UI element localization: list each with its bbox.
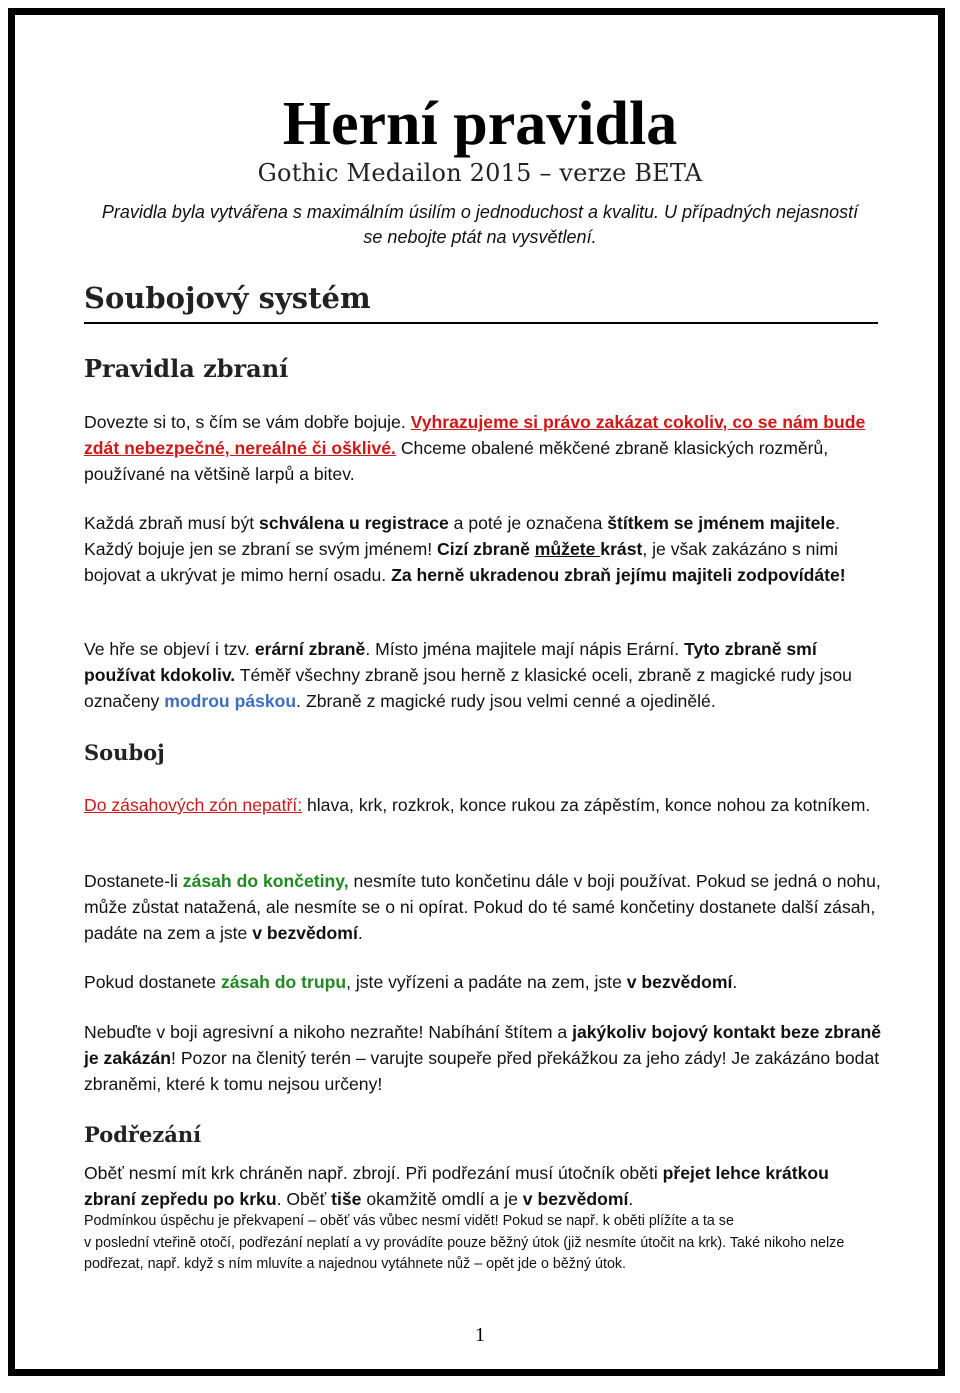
intro-text: Pravidla byla vytvářena s maximálním úsilím o jednoduchost a kvalitu. U případných nejasností se nebojte ptát na vysvětlení. [101, 202, 859, 247]
highlight-limb-hit: zásah do končetiny, [182, 871, 349, 891]
paragraph-cutthroat-1: Oběť nesmí mít krk chráněn např. zbrojí. Při podřezání musí útočník oběti přejet lehce krátkou zbraní zepředu po krku. Oběť tiše okamžitě omdlí a je v bezvědomí. [84, 1163, 829, 1209]
heading-cutthroat: Podřezání [84, 1122, 202, 1147]
cutthroat-note-line-1: Podmínkou úspěchu je překvapení – oběť vás vůbec nesmí vidět! Pokud se např. k oběti plížíte a ta se [84, 1213, 734, 1229]
paragraph-combat-1: Do zásahových zón nepatří: hlava, krk, rozkrok, konce rukou za zápěstím, konce nohou za kotníkem. [84, 795, 871, 815]
highlight-excluded-zones: Do zásahových zón nepatří: [84, 795, 303, 815]
highlight-blue-tape: modrou páskou [164, 691, 297, 711]
paragraph-combat-3: Pokud dostanete zásah do trupu, jste vyřízeni a padáte na zem, jste v bezvědomí. [84, 972, 738, 992]
paragraph-weapons-1: Dovezte si to, s čím se vám dobře bojuje. Vyhrazujeme si právo zakázat cokoliv, co se nám bude zdát nebezpečné, nereálné či ošklivé. Chceme obalené měkčené zbraně klasických rozměrů, používané na většině larpů a bitev. [84, 412, 866, 484]
document-subtitle: Gothic Medailon 2015 – verze BETA [257, 159, 703, 187]
heading-combat: Souboj [84, 740, 165, 765]
paragraph-weapons-3: Ve hře se objeví i tzv. erární zbraně. Místo jména majitele mají nápis Erární. Tyto zbraně smí používat kdokoliv. Téměř všechny zbraně jsou herně z klasické oceli, zbraně z magické rudy jsou označeny modrou páskou. Zbraně z magické rudy jsou velmi cenné a ojedinělé. [84, 639, 852, 711]
highlight-ban-right: Vyhrazujeme si právo zakázat cokoliv, co se nám bude zdát nebezpečné, nereálné či ošklivé. [84, 412, 866, 458]
paragraph-combat-4: Nebuďte v boji agresivní a nikoho nezraňte! Nabíhání štítem a jakýkoliv bojový kontakt beze zbraně je zakázán! Pozor na členitý terén – varujte soupeře před překážkou za jeho zády! Je zakázáno bodat zbraněmi, které k tomu nejsou určeny! [84, 1022, 882, 1094]
page-number: 1 [475, 1324, 485, 1346]
cutthroat-note-line-2: v poslední vteřině otočí, podřezání neplatí a vy provádíte pouze běžný útok (již nesmíte útočit na krk). Také nikoho nelze podřezat, např. když s ním mluvíte a najednou vytáhnete nůž – opět jde o běžný útok. [84, 1235, 845, 1272]
paragraph-combat-2: Dostanete-li zásah do končetiny, nesmíte tuto končetinu dále v boji používat. Pokud se jedná o nohu, může zůstat natažená, ale nesmíte se o ni opírat. Pokud do té samé končetiny dostanete další zásah, padáte na zem a jste v bezvědomí. [84, 871, 881, 943]
paragraph-weapons-2: Každá zbraň musí být schválena u registrace a poté je označena štítkem se jménem majitele. Každý bojuje jen se zbraní se svým jménem! Cizí zbraně můžete krást, je však zakázáno s nimi bojovat a ukrývat je mimo herní osadu. Za herně ukradenou zbraň jejímu majiteli zodpovídáte! [84, 513, 846, 585]
heading-weapon-rules: Pravidla zbraní [84, 354, 289, 383]
document-title: Herní pravidla [282, 90, 678, 158]
highlight-torso-hit: zásah do trupu [220, 972, 347, 992]
section-title-combat-system: Soubojový systém [84, 281, 371, 315]
section-divider [84, 322, 878, 324]
